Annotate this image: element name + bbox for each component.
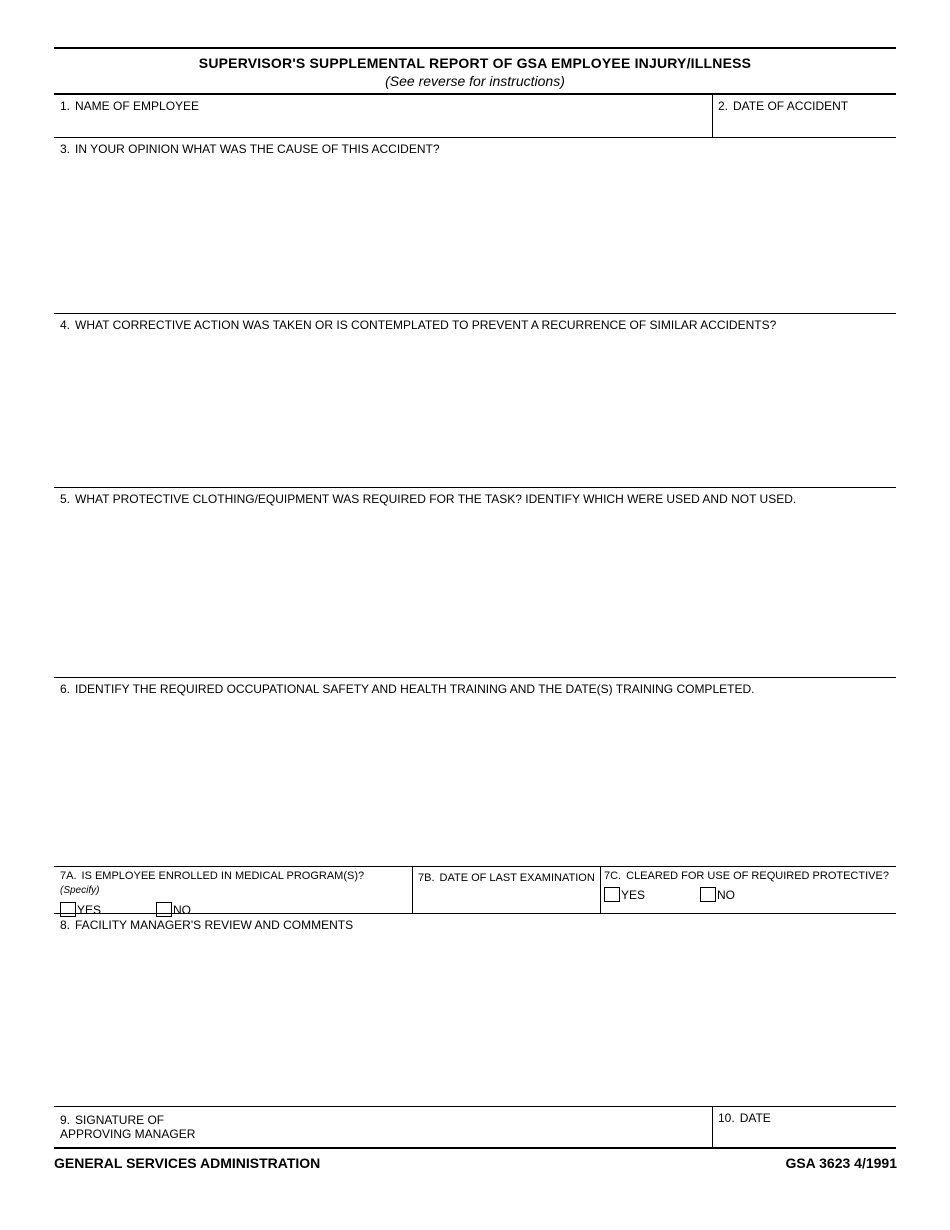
form-number: GSA 3623 4/1991: [785, 1155, 897, 1171]
protective-equipment-label: WHAT PROTECTIVE CLOTHING/EQUIPMENT WAS REQUIRED FOR THE TASK? IDENTIFY WHICH WERE USED AND NOT USED.: [75, 492, 797, 506]
signature-date-label: DATE: [739, 1111, 771, 1125]
protective-clearance-field: 7C. CLEARED FOR USE OF REQUIRED PROTECTIVE? YES NO: [600, 867, 896, 913]
corrective-action-label: WHAT CORRECTIVE ACTION WAS TAKEN OR IS CONTEMPLATED TO PREVENT A RECURRENCE OF SIMILAR ACCIDENTS?: [75, 318, 777, 332]
signature-label-line1: SIGNATURE OF: [75, 1113, 165, 1127]
employee-name-label: NAME OF EMPLOYEE: [75, 99, 200, 113]
form-subtitle: (See reverse for instructions): [385, 73, 565, 89]
row-employee-date: [54, 95, 896, 138]
last-exam-date-label: DATE OF LAST EXAMINATION: [439, 872, 595, 884]
protective-equipment-field[interactable]: 5. WHAT PROTECTIVE CLOTHING/EQUIPMENT WAS REQUIRED FOR THE TASK? IDENTIFY WHICH WERE USED AND NOT USED.: [54, 488, 896, 678]
signature-field[interactable]: 9. SIGNATURE OF APPROVING MANAGER: [54, 1107, 712, 1147]
manager-review-field[interactable]: 8. FACILITY MANAGER'S REVIEW AND COMMENTS: [60, 918, 354, 932]
safety-training-field[interactable]: 6. IDENTIFY THE REQUIRED OCCUPATIONAL SAFETY AND HEALTH TRAINING AND THE DATE(S) TRAINING COMPLETED.: [54, 678, 896, 867]
corrective-action-field[interactable]: 4. WHAT CORRECTIVE ACTION WAS TAKEN OR IS CONTEMPLATED TO PREVENT A RECURRENCE OF SIMILAR ACCIDENTS?: [54, 314, 896, 488]
medical-program-field: 7A. IS EMPLOYEE ENROLLED IN MEDICAL PROGRAM(S)? (Specify) YES NO: [60, 870, 365, 917]
row-signature-date: [54, 1106, 896, 1149]
agency-name: GENERAL SERVICES ADMINISTRATION: [54, 1155, 321, 1171]
signature-label-line2: APPROVING MANAGER: [60, 1127, 196, 1141]
employee-name-field[interactable]: 1. NAME OF EMPLOYEE: [60, 99, 200, 113]
cleared-yes-checkbox[interactable]: [604, 887, 620, 902]
protective-clearance-label: CLEARED FOR USE OF REQUIRED PROTECTIVE?: [626, 870, 889, 882]
cleared-no-option[interactable]: NO: [700, 887, 735, 902]
specify-note: (Specify): [60, 885, 100, 896]
manager-review-label: FACILITY MANAGER'S REVIEW AND COMMENTS: [75, 918, 354, 932]
accident-cause-field[interactable]: 3. IN YOUR OPINION WHAT WAS THE CAUSE OF THIS ACCIDENT?: [54, 138, 896, 314]
medical-program-label: IS EMPLOYEE ENROLLED IN MEDICAL PROGRAM(S)?: [81, 870, 365, 882]
accident-cause-label: IN YOUR OPINION WHAT WAS THE CAUSE OF THIS ACCIDENT?: [75, 142, 440, 156]
cleared-yes-option[interactable]: YES: [604, 887, 645, 902]
form-title: SUPERVISOR'S SUPPLEMENTAL REPORT OF GSA EMPLOYEE INJURY/ILLNESS: [198, 55, 752, 71]
signature-date-field[interactable]: 10. DATE: [712, 1107, 896, 1147]
row-medical: [54, 867, 896, 917]
cleared-no-checkbox[interactable]: [700, 887, 716, 902]
accident-date-label: DATE OF ACCIDENT: [733, 99, 849, 113]
safety-training-label: IDENTIFY THE REQUIRED OCCUPATIONAL SAFETY AND HEALTH TRAINING AND THE DATE(S) TRAINING COMPLETED.: [75, 682, 755, 696]
medical-yes-option[interactable]: YES: [60, 902, 101, 917]
medical-no-option[interactable]: NO: [156, 902, 191, 917]
form-header: [54, 49, 896, 95]
injury-report-form: [54, 47, 896, 1177]
accident-date-field[interactable]: 2. DATE OF ACCIDENT: [712, 95, 896, 137]
last-exam-date-field[interactable]: 7B. DATE OF LAST EXAMINATION: [412, 867, 600, 913]
form-footer: [54, 1155, 896, 1177]
